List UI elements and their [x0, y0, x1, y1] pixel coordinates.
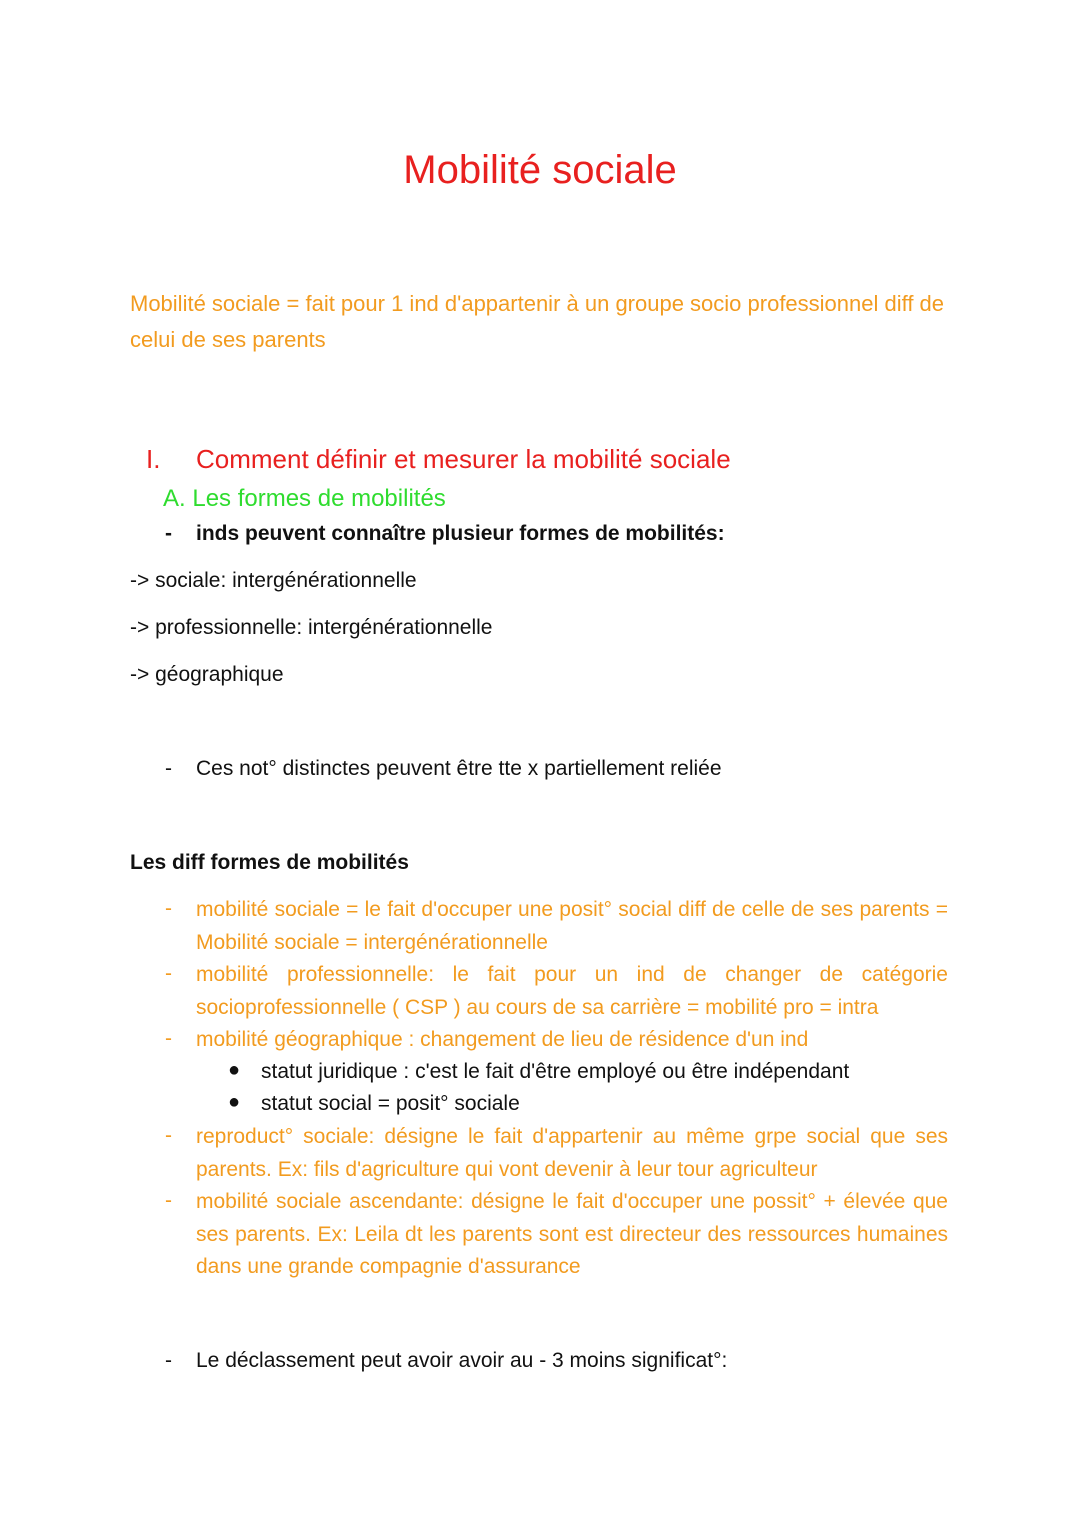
list-item: mobilité sociale = le fait d'occuper une posit° social diff de celle de ses parents = Mobilité sociale = intergénérationnelle — [196, 898, 948, 954]
arrow-item: -> professionnelle: intergénérationnelle — [130, 616, 493, 639]
list-item: mobilité professionnelle: le fait pour un ind de changer de catégorie socioprofessionnelle ( CSP ) au cours de sa carrière = mobilité pro = intra — [196, 963, 948, 1019]
list-item: mobilité géographique : changement de lieu de résidence d'un ind — [196, 1028, 809, 1051]
section-number: I. — [146, 444, 161, 474]
dash-bullet: - — [165, 962, 172, 985]
list-item: reproduct° sociale: désigne le fait d'appartenir au même grpe social que ses parents. Ex: fils d'agriculture qui vont devenir à leur tour agriculteur — [196, 1125, 948, 1181]
sub-bullet: statut juridique : c'est le fait d'être employé ou être indépendant — [261, 1060, 850, 1083]
sub-bullet: statut social = posit° sociale — [261, 1092, 520, 1115]
dash-bullet: - — [165, 1027, 172, 1050]
section-heading: Comment définir et mesurer la mobilité sociale — [196, 444, 731, 474]
bullet-text: Ces not° distinctes peuvent être tte x partiellement reliée — [196, 757, 722, 780]
dash-bullet: - — [165, 897, 172, 920]
list-item: mobilité sociale ascendante: désigne le fait d'occuper une possit° + élevée que ses parents. Ex: Leila dt les parents sont est directeur des ressources humaines dans une grande compagnie d'assurance — [196, 1190, 948, 1278]
dash-bullet: - — [165, 522, 172, 545]
dash-bullet: - — [165, 1189, 172, 1212]
arrow-item: -> géographique — [130, 663, 284, 686]
bullet-text: Le déclassement peut avoir avoir au - 3 moins significat°: — [196, 1349, 728, 1372]
bullet-dot-icon: ● — [228, 1059, 241, 1081]
bullet-dot-icon: ● — [228, 1091, 241, 1113]
subsection-heading: A. Les formes de mobilités — [163, 485, 446, 512]
forms-heading: Les diff formes de mobilités — [130, 851, 409, 874]
arrow-item: -> sociale: intergénérationnelle — [130, 569, 417, 592]
dash-bullet: - — [165, 1124, 172, 1147]
dash-bullet: - — [165, 1349, 172, 1372]
dash-bullet: - — [165, 757, 172, 780]
bullet-text-bold: inds peuvent connaître plusieur formes de mobilités: — [196, 522, 725, 545]
page-title: Mobilité sociale — [403, 148, 677, 192]
definition: Mobilité sociale = fait pour 1 ind d'appartenir à un groupe socio professionnel diff de celui de ses parents — [130, 291, 945, 352]
